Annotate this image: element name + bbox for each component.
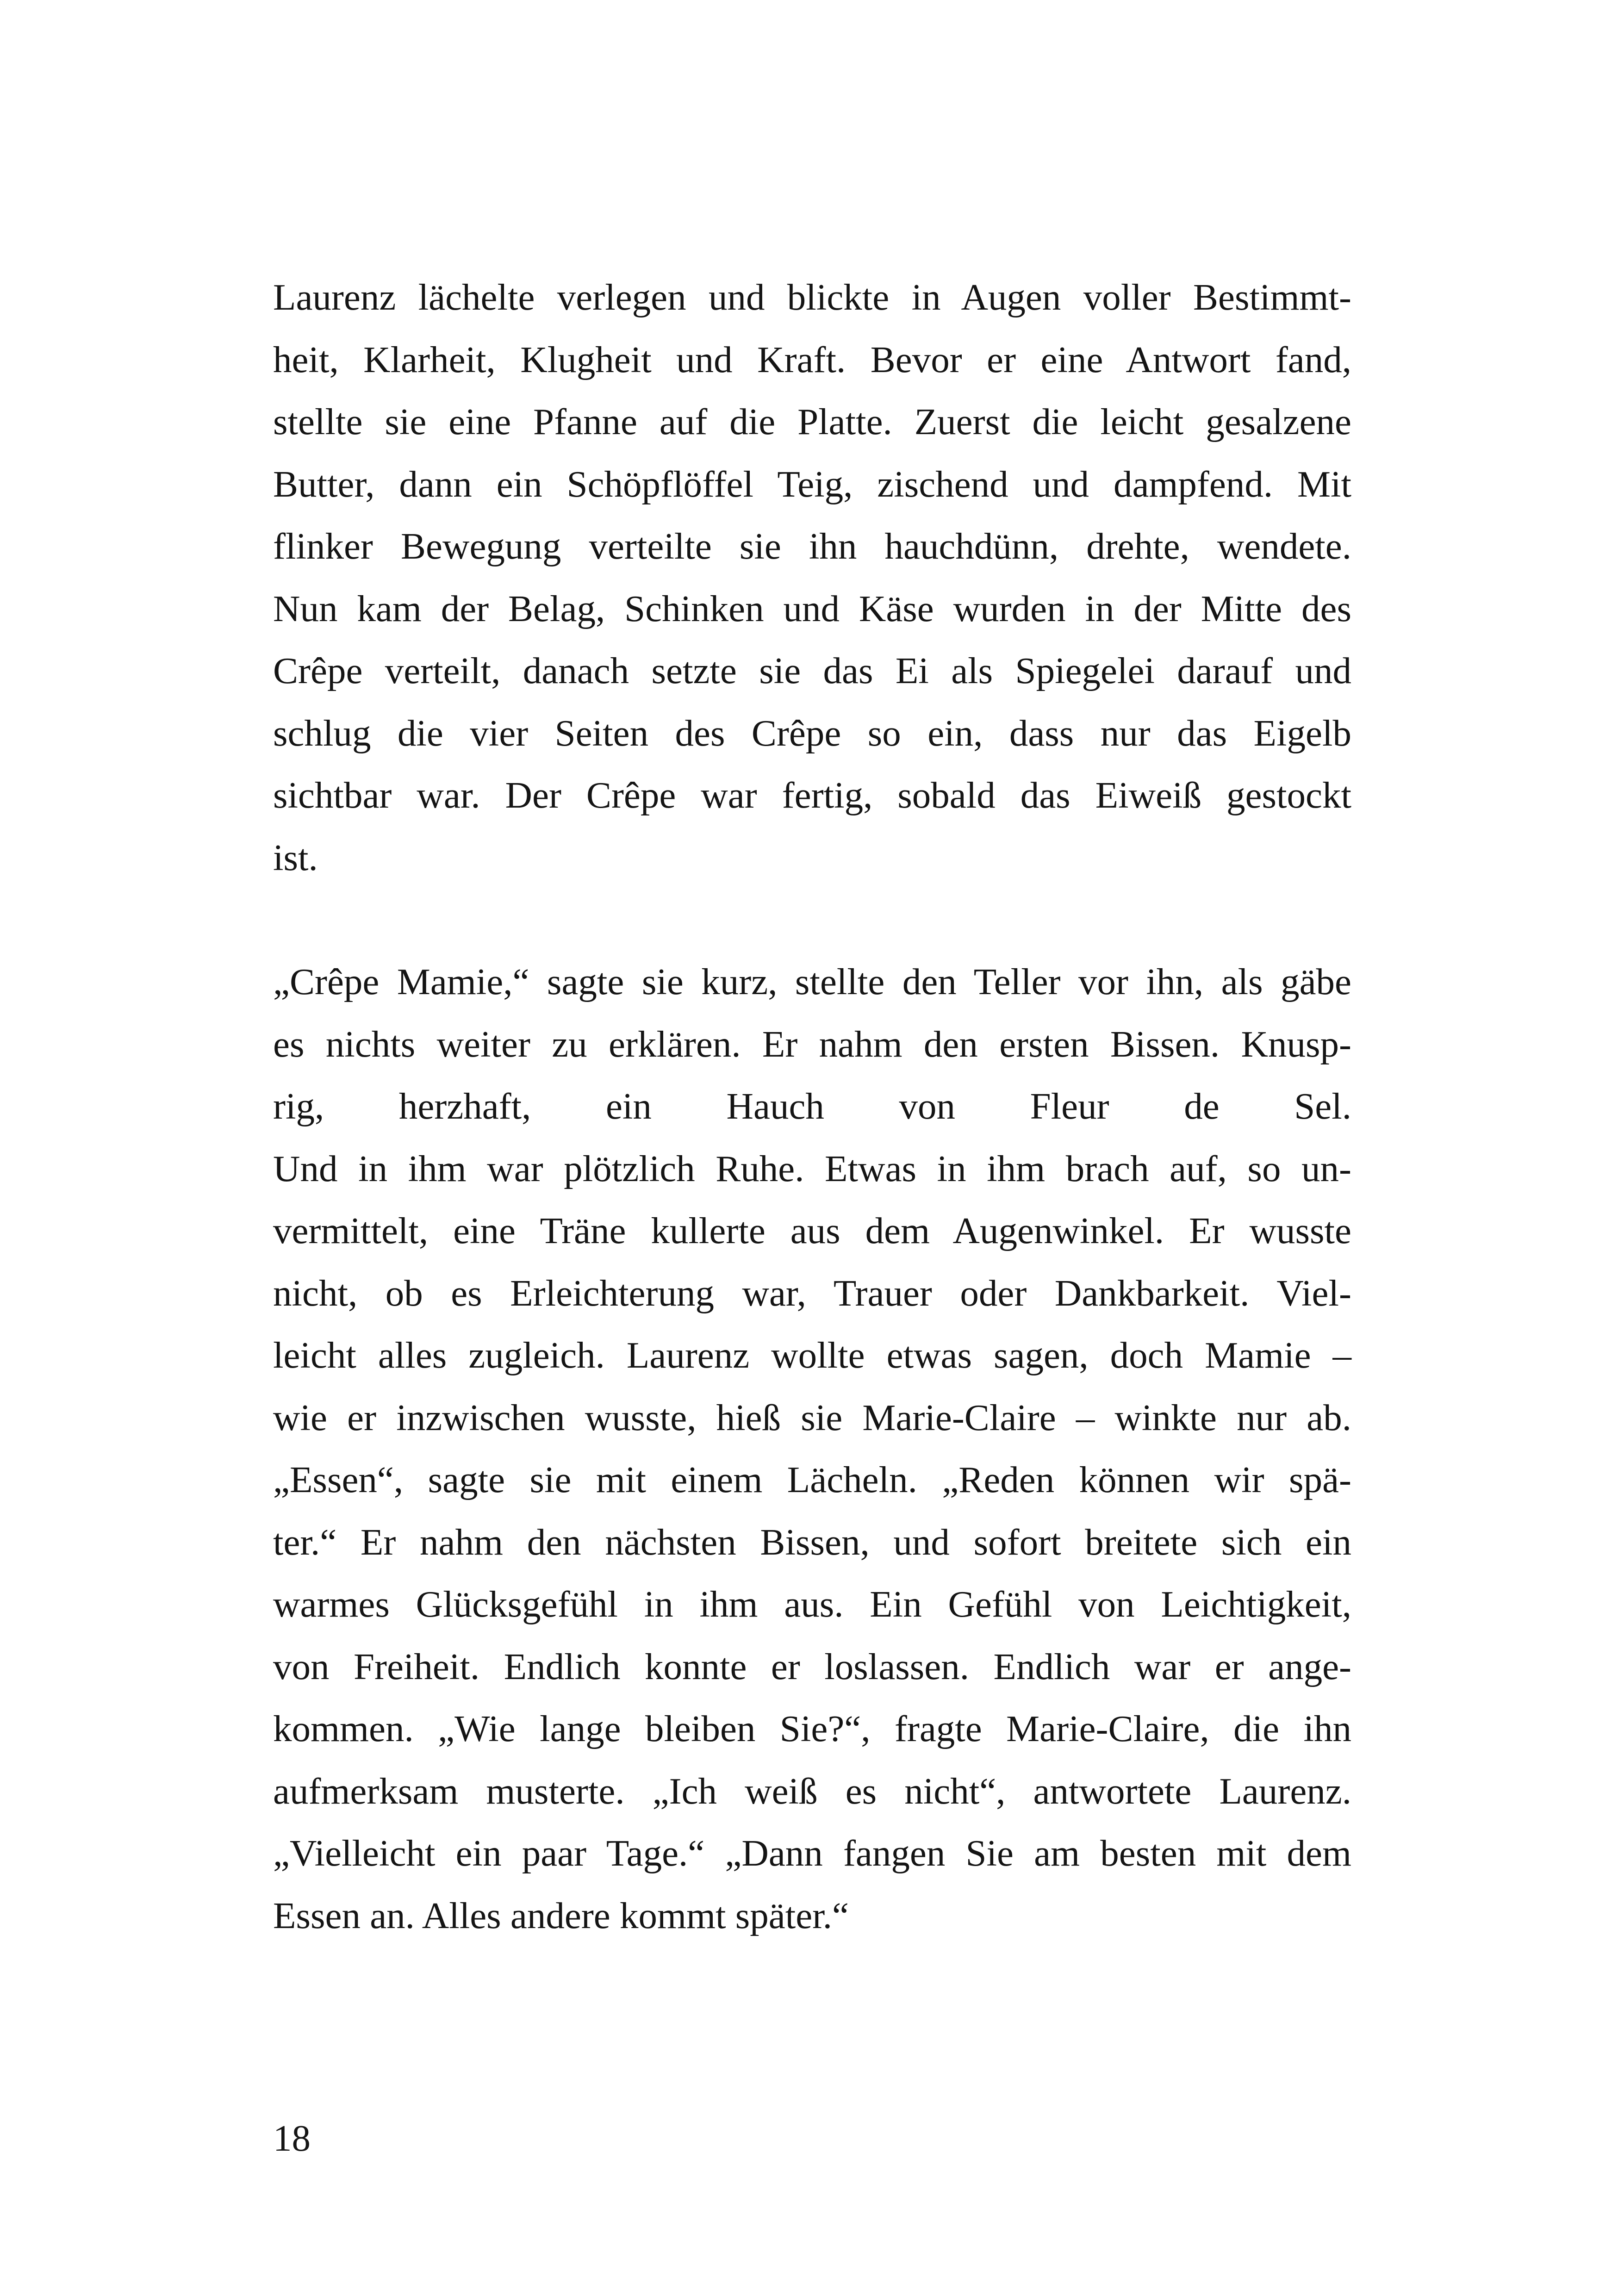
text-line: schlug die vier Seiten des Crêpe so ein, dass nur das Eigelb (273, 712, 1351, 754)
text-line: wie er inzwischen wusste, hieß sie Marie-Claire – winkte nur ab. (273, 1396, 1351, 1438)
text-line: flinker Bewegung verteilte sie ihn hauchdünn, drehte, wendete. (273, 525, 1351, 567)
text-line: Crêpe verteilt, danach setzte sie das Ei als Spiegelei darauf und (273, 650, 1351, 691)
body-text (273, 266, 1351, 1947)
text-line: warmes Glücksgefühl in ihm aus. Ein Gefühl von Leichtigkeit, (273, 1583, 1351, 1625)
page-number: 18 (273, 2117, 311, 2159)
text-line: „Essen“, sagte sie mit einem Lächeln. „Reden können wir spä- (273, 1459, 1351, 1500)
text-line: „Vielleicht ein paar Tage.“ „Dann fangen Sie am besten mit dem (273, 1832, 1351, 1874)
text-line: von Freiheit. Endlich konnte er loslassen. Endlich war er ange- (273, 1645, 1351, 1687)
text-line: Essen an. Alles andere kommt später.“ (273, 1894, 849, 1936)
text-line: sichtbar war. Der Crêpe war fertig, sobald das Eiweiß gestockt (273, 774, 1351, 816)
text-line: vermittelt, eine Träne kullerte aus dem Augenwinkel. Er wusste (273, 1210, 1351, 1251)
text-line: kommen. „Wie lange bleiben Sie?“, fragte Marie-Claire, die ihn (273, 1708, 1351, 1749)
text-line: Nun kam der Belag, Schinken und Käse wurden in der Mitte des (273, 587, 1351, 629)
text-line: stellte sie eine Pfanne auf die Platte. Zuerst die leicht gesalzene (273, 401, 1351, 442)
text-line: leicht alles zugleich. Laurenz wollte etwas sagen, doch Mamie – (273, 1334, 1351, 1376)
text-line: heit, Klarheit, Klugheit und Kraft. Bevor er eine Antwort fand, (273, 338, 1351, 380)
text-line: rig, herzhaft, ein Hauch von Fleur de Sel. (273, 1085, 1351, 1127)
paragraph-1 (273, 266, 1351, 889)
text-line: „Crêpe Mamie,“ sagte sie kurz, stellte den Teller vor ihn, als gäbe (273, 961, 1351, 1002)
text-line: Und in ihm war plötzlich Ruhe. Etwas in ihm brach auf, so un- (273, 1147, 1351, 1189)
text-line: ter.“ Er nahm den nächsten Bissen, und sofort breitete sich ein (273, 1521, 1351, 1563)
text-line: nicht, ob es Erleichterung war, Trauer oder Dankbarkeit. Viel- (273, 1272, 1351, 1314)
text-line: Butter, dann ein Schöpflöffel Teig, zischend und dampfend. Mit (273, 463, 1351, 505)
text-line: es nichts weiter zu erklären. Er nahm den ersten Bissen. Knusp- (273, 1023, 1351, 1065)
paragraph-2 (273, 951, 1351, 1947)
text-line: Laurenz lächelte verlegen und blickte in Augen voller Bestimmt- (273, 276, 1351, 318)
text-line: ist. (273, 836, 318, 878)
paragraph-gap (273, 889, 1351, 951)
text-line: aufmerksam musterte. „Ich weiß es nicht“, antwortete Laurenz. (273, 1770, 1351, 1812)
